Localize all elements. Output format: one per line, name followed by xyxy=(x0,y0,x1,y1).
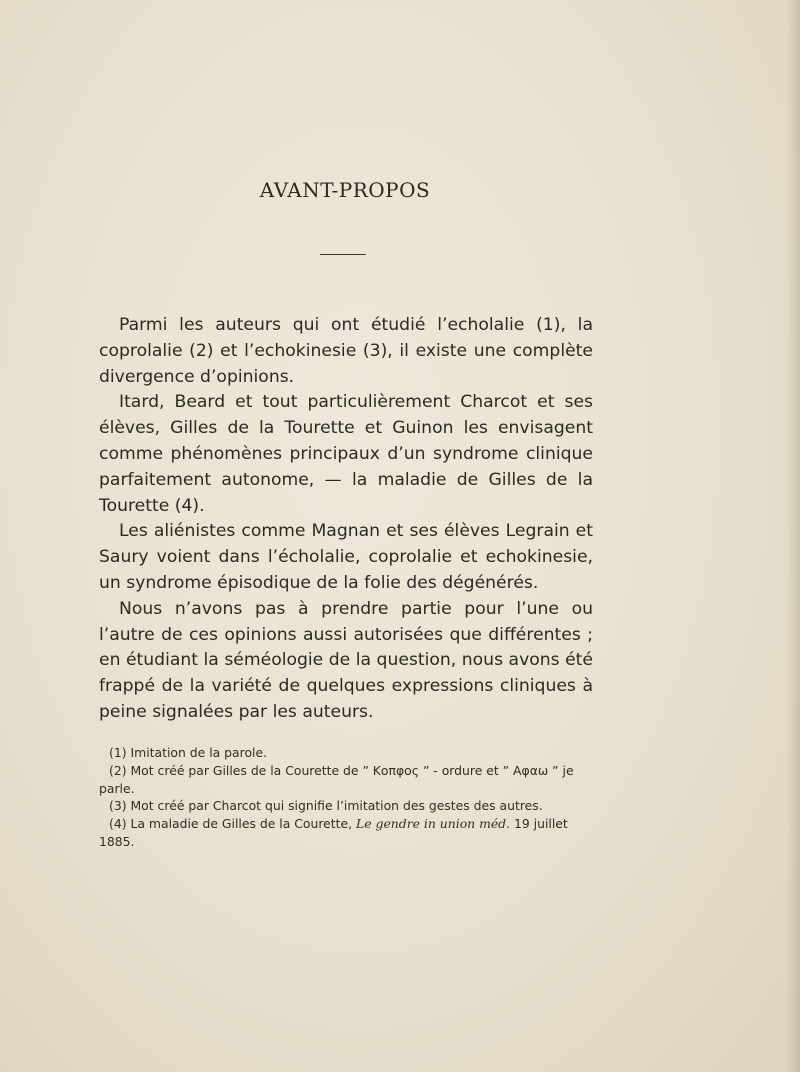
footnote-1: (1) Imitation de la parole. xyxy=(109,745,268,760)
footnotes xyxy=(99,744,593,851)
paragraph-1: Parmi les auteurs qui ont étudié l’echolalie (1), la coprolalie (2) et l’echokinesie (3), il existe une complète divergence d’opinions. xyxy=(99,315,593,387)
page-title: AVANT-PROPOS xyxy=(259,178,431,202)
footnote-4-date: 19 juillet 1885. xyxy=(99,816,568,849)
paragraph-4: Nous n’avons pas à prendre partie pour l’une ou l’autre de ces opinions aussi autorisées que différentes ; en étudiant la séméologie de la question, nous avons été frappé de la variété de quelques expressions cliniques à peine signalées par les auteurs. xyxy=(99,598,593,722)
body-text xyxy=(99,313,593,726)
paragraph-2: Itard, Beard et tout particulièrement Charcot et ses élèves, Gilles de la Tourette et Guinon les envisagent comme phénomènes principaux d’un syndrome clinique parfaitement autonome, — la maladie de Gilles de la Tourette (4). xyxy=(99,392,593,516)
page-edge-shadow xyxy=(786,0,800,1072)
footnote-2: (2) Mot créé par Gilles de la Courette de ” Κοπφος ” - ordure et ” Αφαω ” je parle. xyxy=(99,762,574,796)
title-divider xyxy=(320,254,366,255)
footnote-4-lead: (4) La maladie de Gilles de la Courette, xyxy=(109,816,357,832)
footnote-3: (3) Mot créé par Charcot qui signifie l’imitation des gestes des autres. xyxy=(109,798,543,814)
paragraph-3: Les aliénistes comme Magnan et ses élèves Legrain et Saury voient dans l’écholalie, coprolalie et echokinesie, un syndrome épisodique de la folie des dégénérés. xyxy=(99,521,593,593)
footnote-4 xyxy=(99,815,593,851)
footnote-4-citation: Le gendre in union méd. xyxy=(356,816,511,832)
